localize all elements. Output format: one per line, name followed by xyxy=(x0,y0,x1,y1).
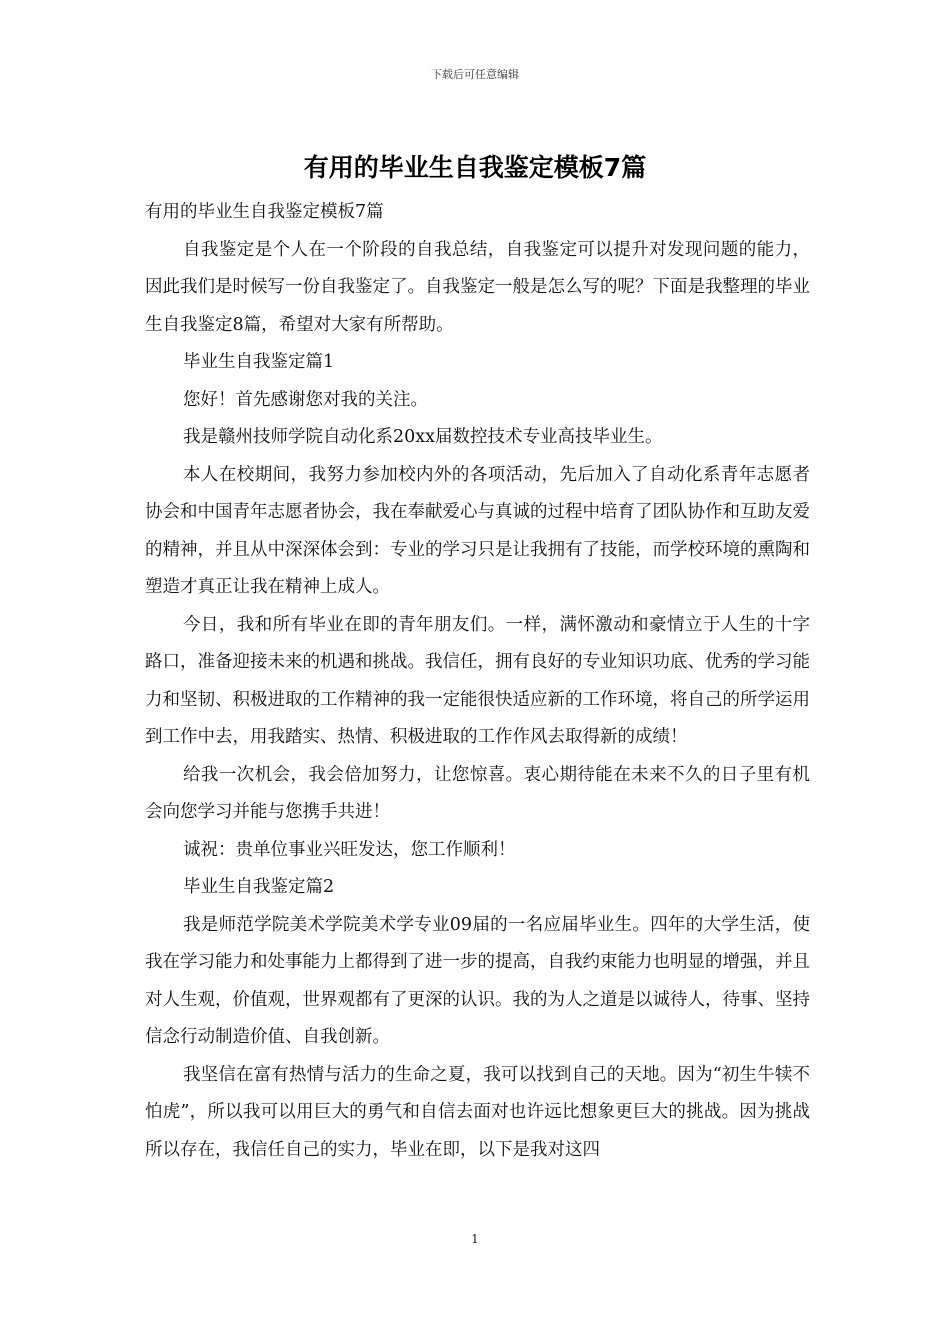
section-heading: 毕业生自我鉴定篇1 xyxy=(183,352,335,372)
body-paragraph: 今日，我和所有毕业在即的青年朋友们。一样，满怀激动和豪情立于人生的十字路口，准备迎接未来的机遇和挑战。我信任，拥有良好的专业知识功底、优秀的学习能力和坚韧、积极进取的工作精神的我一定能很快适应新的工作环境，将自己的所学运用到工作中去，用我踏实、热情、积极进取的工作作风去取得新的成绩！ xyxy=(145,614,810,747)
document-body xyxy=(145,194,810,1169)
body-paragraph: 本人在校期间，我努力参加校内外的各项活动，先后加入了自动化系青年志愿者协会和中国青年志愿者协会，我在奉献爱心与真诚的过程中培育了团队协作和互助友爱的精神，并且从中深深体会到：专业的学习只是让我拥有了技能，而学校环境的熏陶和塑造才真正让我在精神上成人。 xyxy=(145,464,810,597)
body-paragraph: 诚祝：贵单位事业兴旺发达，您工作顺利！ xyxy=(183,839,516,860)
page-number: 1 xyxy=(471,1232,479,1246)
body-paragraph: 给我一次机会，我会倍加努力，让您惊喜。衷心期待能在未来不久的日子里有机会向您学习并能与您携手共进！ xyxy=(145,764,810,822)
document-title: 有用的毕业生自我鉴定模板7篇 xyxy=(303,153,647,182)
body-paragraph: 自我鉴定是个人在一个阶段的自我总结，自我鉴定可以提升对发现问题的能力，因此我们是时候写一份自我鉴定了。自我鉴定一般是怎么写的呢？下面是我整理的毕业生自我鉴定8篇，希望对大家有所帮助。 xyxy=(145,239,810,335)
page-header-note: 下载后可任意编辑 xyxy=(431,68,519,81)
body-paragraph: 我坚信在富有热情与活力的生命之夏，我可以找到自己的天地。因为“初生牛犊不怕虎”，所以我可以用巨大的勇气和自信去面对也许远比想象更巨大的挑战。因为挑战所以存在，我信任自己的实力，毕业在即，以下是我对这四 xyxy=(145,1064,810,1160)
body-paragraph: 有用的毕业生自我鉴定模板7篇 xyxy=(145,202,384,222)
body-paragraph: 我是师范学院美术学院美术学专业09届的一名应届毕业生。四年的大学生活，使我在学习能力和处事能力上都得到了进一步的提高，自我约束能力也明显的增强，并且对人生观，价值观，世界观都有了更深的认识。我的为人之道是以诚待人，待事、坚持信念行动制造价值、自我创新。 xyxy=(145,914,810,1047)
section-heading: 毕业生自我鉴定篇2 xyxy=(183,877,335,897)
body-paragraph: 我是赣州技师学院自动化系20xx届数控技术专业高技毕业生。 xyxy=(183,427,663,447)
body-paragraph: 您好！首先感谢您对我的关注。 xyxy=(183,389,428,410)
